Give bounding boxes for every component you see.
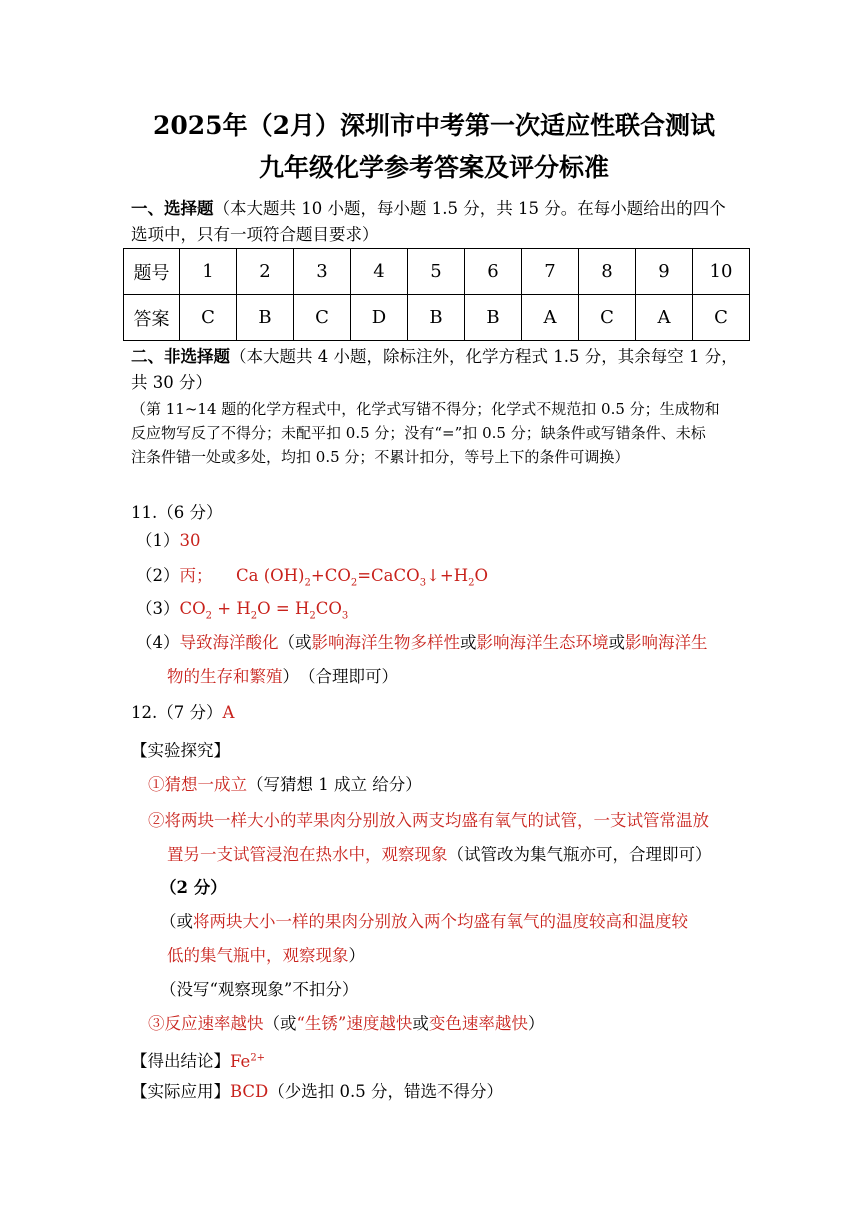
question-number: 9 <box>636 249 693 295</box>
question-number: 2 <box>237 249 294 295</box>
answer-cell: A <box>522 295 579 341</box>
answer-text: 低的集气瓶中，观察现象 <box>167 946 349 965</box>
connector-text: （写猜想 1 成立 给分） <box>247 775 422 794</box>
scoring-note-3: 注条件错一处或多处，均扣 0.5 分；不累计扣分，等号上下的条件可调换） <box>131 448 630 466</box>
answer-cell: B <box>237 295 294 341</box>
answer-cell: B <box>465 295 522 341</box>
question-number: 6 <box>465 249 522 295</box>
answer-text: 影响海洋生物多样性 <box>311 633 460 652</box>
q12-item-2-line-2 <box>167 844 712 866</box>
question-number: 8 <box>579 249 636 295</box>
scoring-note-2: 反应物写反了不得分；未配平扣 0.5 分；没有“=”扣 0.5 分；缺条件或写错条件、未标 <box>131 424 706 442</box>
section-2-heading: 二、非选择题 <box>131 347 230 366</box>
experiment-heading: 【实验探究】 <box>131 741 230 760</box>
answer-text: 丙； <box>179 566 213 585</box>
answer-text: 影响海洋生 <box>625 633 708 652</box>
answer-text: 30 <box>179 531 201 550</box>
document-subtitle: 九年级化学参考答案及评分标准 <box>258 153 609 182</box>
part-label: （3） <box>136 599 180 618</box>
q11-header: 11.（6 分） <box>131 503 223 522</box>
answer-text: ③反应速率越快 <box>148 1014 264 1033</box>
section-1-desc-2: 选项中，只有一项符合题目要求） <box>131 225 379 244</box>
q11-equation-3: $CO_2 + H_2O = H_2CO_3$ <box>179 599 349 622</box>
q12-alt-line-1 <box>160 911 688 933</box>
part-label: （4） <box>136 633 180 652</box>
conclusion-answer <box>230 1052 265 1071</box>
connector-text: 或 <box>412 1014 429 1033</box>
question-number: 3 <box>294 249 351 295</box>
q12-application <box>131 1081 503 1103</box>
application-label: 【实际应用】 <box>131 1082 230 1101</box>
answer-cell: B <box>408 295 465 341</box>
answer-text: 变色速率越快 <box>428 1014 528 1033</box>
q12-header <box>131 702 234 724</box>
q12-item-2-score <box>160 877 227 899</box>
answer-cell: C <box>180 295 237 341</box>
q11-part-1 <box>136 530 201 552</box>
conclusion-label: 【得出结论】 <box>131 1051 230 1071</box>
ion-charge: 2+ <box>250 1052 266 1063</box>
row-label-answer: 答案 <box>124 295 180 341</box>
section-1-intro <box>131 198 726 220</box>
connector-text: （或 <box>160 912 193 931</box>
answer-table <box>123 248 750 341</box>
connector-text: （试管改为集气瓶亦可，合理即可） <box>447 845 712 864</box>
answer-text: ①猜想一成立 <box>148 775 247 794</box>
answer-text: 将两块大小一样的果肉分别放入两个均盛有氧气的温度较高和温度较 <box>193 912 688 931</box>
q11-equation-2: Ca $(OH)_2+CO_2=CaCO_3↓+H_2O$ <box>236 566 489 589</box>
q11-part-4 <box>136 632 708 654</box>
q12-item-1 <box>148 774 422 796</box>
question-number: 1 <box>180 249 237 295</box>
answer-text: 物的生存和繁殖 <box>167 667 283 686</box>
q12-label: 12.（7 分） <box>131 703 223 722</box>
connector-text: 或 <box>460 633 477 652</box>
answer-text: A <box>222 703 235 722</box>
q12-item-2-line-1: ②将两块一样大小的苹果肉分别放入两支均盛有氧气的试管，一支试管常温放 <box>148 811 709 830</box>
answer-cell: C <box>579 295 636 341</box>
connector-text: 或 <box>608 633 625 652</box>
section-2-desc-2: 共 30 分） <box>131 373 212 392</box>
part-label: （1） <box>136 531 180 550</box>
section-2-intro <box>131 346 738 368</box>
q12-item-3 <box>148 1013 544 1035</box>
connector-text: ） <box>527 1014 545 1033</box>
connector-text: ） <box>348 946 365 965</box>
answer-cell: C <box>693 295 750 341</box>
answer-cell: A <box>636 295 693 341</box>
q11-part-2 <box>136 565 213 587</box>
question-number: 4 <box>351 249 408 295</box>
connector-text: （或 <box>278 633 312 652</box>
answer-text: 影响海洋生态环境 <box>476 633 609 652</box>
connector-text: ） （合理即可） <box>282 667 398 686</box>
q12-conclusion <box>131 1047 265 1073</box>
answer-cell: D <box>351 295 408 341</box>
q12-alt-line-2 <box>167 945 365 967</box>
answer-text: “生锈”速度越快 <box>296 1014 413 1033</box>
answer-text: 置另一支试管浸泡在热水中，观察现象 <box>167 845 448 864</box>
section-2-desc: （本大题共 4 小题，除标注外，化学方程式 1.5 分，其余每空 1 分， <box>230 347 738 366</box>
q12-no-deduct-note: （没写“观察现象”不扣分） <box>160 980 359 999</box>
row-label-question: 题号 <box>124 249 180 295</box>
section-1-heading: 一、选择题 <box>131 199 214 218</box>
q11-part-4-cont <box>167 666 398 688</box>
question-number: 5 <box>408 249 465 295</box>
part-label: （2） <box>136 566 180 585</box>
document-title: 2025年（2月）深圳市中考第一次适应性联合测试 <box>153 111 715 140</box>
answer-row <box>124 295 750 341</box>
score-text: （2 分） <box>160 878 227 897</box>
q11-part-3 <box>136 598 348 627</box>
section-1-desc: （本大题共 10 小题，每小题 1.5 分，共 15 分。在每小题给出的四个 <box>213 199 726 218</box>
question-number: 7 <box>522 249 579 295</box>
ion-symbol: Fe <box>230 1051 251 1071</box>
question-number-row <box>124 249 750 295</box>
question-number: 10 <box>693 249 750 295</box>
answer-text: 导致海洋酸化 <box>179 633 279 652</box>
answer-cell: C <box>294 295 351 341</box>
scoring-note-1: （第 11~14 题的化学方程式中，化学式写错不得分；化学式不规范扣 0.5 分；生成物和 <box>131 400 720 418</box>
answer-text: BCD <box>230 1082 269 1101</box>
connector-text: （少选扣 0.5 分，错选不得分） <box>268 1082 504 1101</box>
connector-text: （或 <box>263 1014 297 1033</box>
